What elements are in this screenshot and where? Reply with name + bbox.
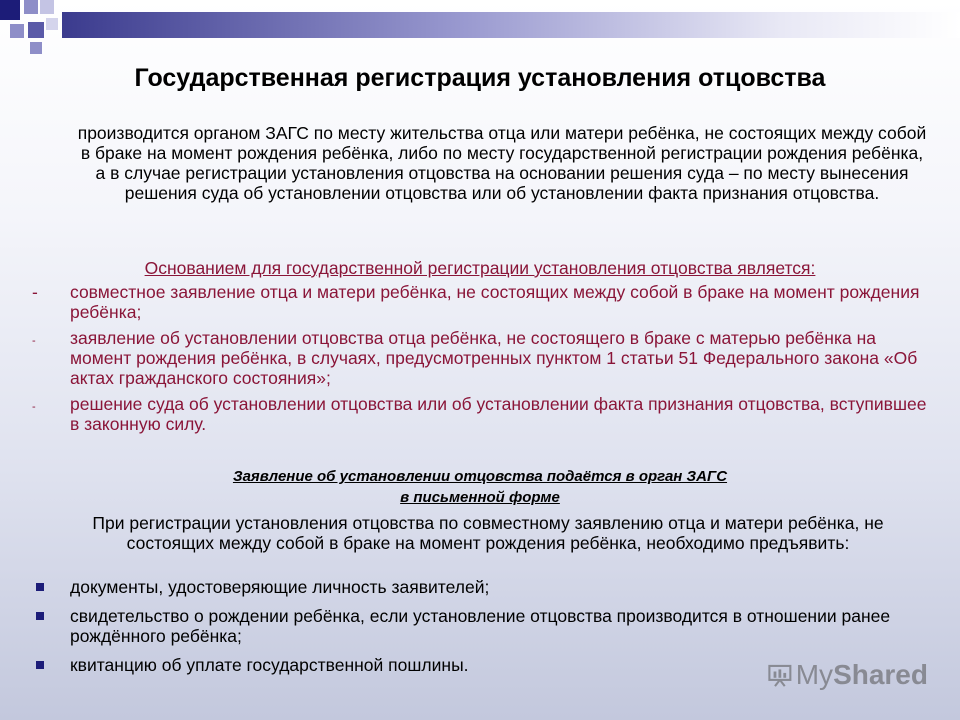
intro-paragraph: производится органом ЗАГС по месту жительства отца или матери ребёнка, не состоящих между собой в браке на момент рождения ребёнка, либо по месту государственной регистрации рождения ребёнка, а в случае регистрации установления отцовства на основании решения суда – по месту вынесения решения суда об установлении отцовства или об установлении факта признания отцовства. (77, 123, 927, 203)
slide-title: Государственная регистрация установления отцовства (134, 64, 826, 92)
basis-heading: Основанием для государственной регистрации установления отцовства является: (144, 258, 816, 278)
square-bullet-icon (36, 583, 44, 591)
deco-square-2 (24, 0, 38, 14)
basis-list (32, 282, 932, 440)
deco-square-5 (28, 22, 44, 38)
deco-square-3 (40, 0, 54, 14)
dash-bullet: - (32, 282, 38, 302)
deco-square-7 (30, 42, 42, 54)
presentation-icon (768, 658, 792, 692)
header-gradient-bar (62, 12, 960, 38)
list-item-text: документы, удостоверяющие личность заявителей; (70, 577, 490, 597)
square-bullet-icon (36, 661, 44, 669)
list-item-text: решение суда об установлении отцовства или об установлении факта признания отцовства, вступившее в законную силу. (70, 394, 927, 434)
list-item (32, 394, 932, 434)
registration-paragraph: При регистрации установления отцовства по совместному заявлению отца и матери ребёнка, не состоящих между собой в браке на момент рождения ребёнка, необходимо предъявить: (92, 513, 884, 553)
dash-bullet: - (32, 401, 36, 413)
watermark-logo (768, 655, 928, 695)
list-item-text: свидетельство о рождении ребёнка, если установление отцовства производится в отношении ранее рождённого ребёнка; (70, 606, 891, 646)
list-item (32, 282, 932, 322)
list-item-text: квитанцию об уплате государственной пошлины. (70, 655, 469, 675)
dash-bullet: - (32, 335, 36, 347)
application-heading-line1: Заявление об установлении отцовства подаётся в орган ЗАГС (232, 468, 728, 485)
list-item (34, 606, 934, 646)
list-item-text: совместное заявление отца и матери ребёнка, не состоящих между собой в браке на момент рождения ребёнка; (70, 282, 920, 322)
application-heading-line2: в письменной форме (400, 489, 560, 506)
deco-square-1 (0, 0, 20, 20)
deco-square-6 (46, 18, 58, 30)
application-heading (0, 466, 960, 508)
deco-square-4 (10, 24, 24, 38)
square-bullet-icon (36, 612, 44, 620)
list-item-text: заявление об установлении отцовства отца ребёнка, не состоящего в браке с матерью ребёнка на момент рождения ребёнка, в случаях, предусмотренных пунктом 1 статьи 51 Федерального закона «Об актах гражданского состояния»; (70, 328, 918, 388)
watermark-text: MyShared (795, 659, 928, 690)
list-item (32, 328, 932, 388)
list-item (34, 577, 934, 597)
